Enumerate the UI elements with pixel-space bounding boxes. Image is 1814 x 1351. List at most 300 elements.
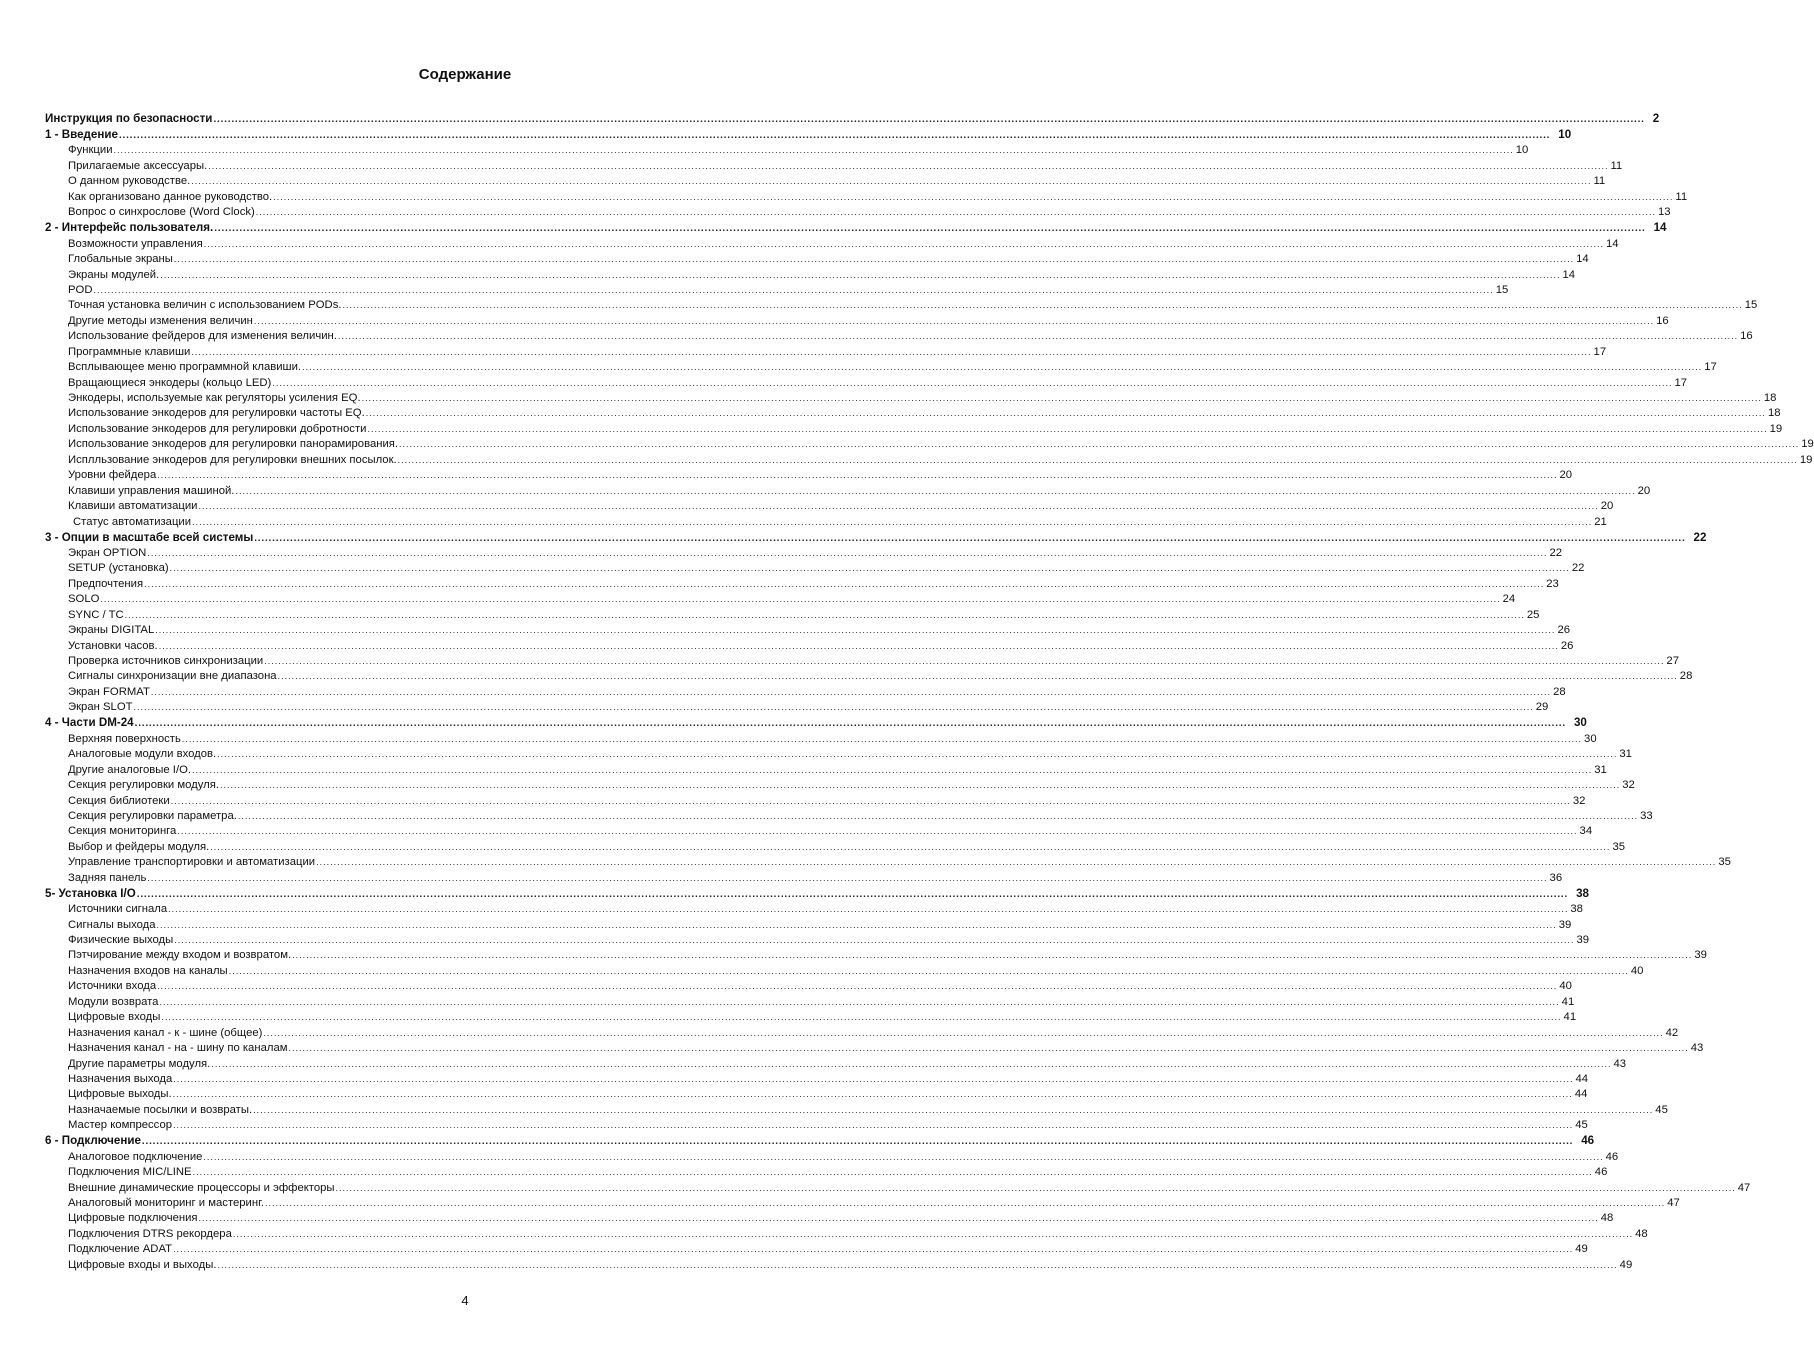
toc-entry-page: 10 <box>1558 128 1572 141</box>
toc-entry-label: Назначения канал - к - шине (общее) <box>68 1026 263 1039</box>
dot-leader: ................................................................................................................................................................................................................................................................................................................................................................................................................ <box>157 470 1558 481</box>
dot-leader: ................................................................................................................................................................................................................................................................................................................................................................................................................ <box>211 1058 1612 1069</box>
toc-entry[interactable] <box>68 622 1571 637</box>
toc-entry[interactable] <box>68 157 1623 172</box>
toc-entry-label: Сигналы синхронизации вне диапазона <box>68 670 277 683</box>
toc-entry-label: Инструкция по безопасности <box>45 112 213 125</box>
toc-entry-page: 39 <box>1558 918 1572 931</box>
toc-entry-label: Глобальные экраны <box>68 253 173 266</box>
dot-leader: ................................................................................................................................................................................................................................................................................................................................................................................................................ <box>155 625 1556 636</box>
toc-entry-label: Секция регулировки параметра. <box>68 809 237 822</box>
toc-entry[interactable] <box>68 606 1540 621</box>
toc-entry-label: Исплльзование энкодеров для регулировки внешних посылок. <box>68 453 397 466</box>
dot-leader: ................................................................................................................................................................................................................................................................................................................................................................................................................ <box>316 857 1717 868</box>
toc-entry-page: 36 <box>1549 871 1563 884</box>
dot-leader: ................................................................................................................................................................................................................................................................................................................................................................................................................ <box>136 888 1569 900</box>
toc-section-entry[interactable] <box>45 219 1667 235</box>
toc-entry-page: 30 <box>1573 716 1587 730</box>
toc-entry-page: 14 <box>1653 221 1667 235</box>
dot-leader: ................................................................................................................................................................................................................................................................................................................................................................................................................ <box>181 733 1583 744</box>
dot-leader: ................................................................................................................................................................................................................................................................................................................................................................................................................ <box>397 454 1798 465</box>
toc-entry[interactable] <box>68 1225 1648 1240</box>
dot-leader: ................................................................................................................................................................................................................................................................................................................................................................................................................ <box>210 841 1611 852</box>
toc-entry[interactable] <box>68 467 1573 482</box>
toc-entry-label: О данном руководстве. <box>68 175 191 188</box>
toc-entry-page: 18 <box>1763 392 1777 404</box>
toc-entry-page: 2 <box>1652 112 1660 125</box>
dot-leader: ................................................................................................................................................................................................................................................................................................................................................................................................................ <box>161 1012 1562 1023</box>
toc-entry-label: 2 - Интерфейс пользователя. <box>45 221 214 235</box>
toc-entry-label: POD <box>68 283 93 296</box>
toc-entry-label: Цифровые входы <box>68 1011 161 1024</box>
toc-entry-label: Проверка источников синхронизации <box>68 655 264 667</box>
toc-entry-page: 49 <box>1619 1258 1633 1271</box>
dot-leader: ................................................................................................................................................................................................................................................................................................................................................................................................................ <box>232 1228 1634 1239</box>
dot-leader: ................................................................................................................................................................................................................................................................................................................................................................................................................ <box>237 810 1639 821</box>
toc-entry-label: Цифровые выходы. <box>68 1088 172 1101</box>
toc-entry[interactable] <box>68 916 1572 931</box>
toc-entry-label: Вопрос о синхрослове (Word Clock) <box>68 206 255 219</box>
dot-leader: ................................................................................................................................................................................................................................................................................................................................................................................................................ <box>100 594 1501 605</box>
toc-entry-label: Использование энкодеров для регулировки панорамирования. <box>68 438 399 451</box>
toc-entry-page: 25 <box>1526 608 1540 621</box>
dot-leader: ................................................................................................................................................................................................................................................................................................................................................................................................................ <box>173 254 1575 265</box>
dot-leader: ................................................................................................................................................................................................................................................................................................................................................................................................................ <box>168 904 1569 915</box>
toc-entry[interactable] <box>68 1024 1679 1039</box>
toc-entry-label: Использование энкодеров для регулировки частоты EQ. <box>68 407 365 420</box>
toc-entry-label: Задняя панель <box>68 871 147 884</box>
toc-entry-label: SOLO <box>68 593 100 606</box>
toc-section-entry[interactable] <box>45 110 1660 126</box>
toc-entry-label: Мастер компрессор <box>68 1119 173 1132</box>
toc-entry-page: 13 <box>1657 206 1671 219</box>
toc-entry-label: Назначения входов на каналы <box>68 964 228 977</box>
toc-entry-page: 40 <box>1630 964 1644 977</box>
dot-leader: ................................................................................................................................................................................................................................................................................................................................................................................................................ <box>159 996 1560 1007</box>
toc-entry-label: Экраны модулей. <box>68 268 160 281</box>
toc-entry-label: Секция регулировки модуля. <box>68 779 220 792</box>
toc-entry-label: Управление транспортировки и автоматизации <box>68 856 316 869</box>
toc-entry-page: 30 <box>1584 732 1597 745</box>
toc-entry[interactable] <box>68 1101 1668 1116</box>
toc-entry-label: Использование фейдеров для изменения величин. <box>68 330 337 343</box>
toc-entry-page: 44 <box>1574 1088 1588 1101</box>
toc-entry-page: 20 <box>1559 469 1573 482</box>
toc-entry-label: Физические выходы <box>68 934 174 946</box>
toc-entry[interactable] <box>68 436 1814 451</box>
toc-entry[interactable] <box>68 1241 1588 1256</box>
toc-entry-page: 20 <box>1637 484 1651 497</box>
dot-leader: ................................................................................................................................................................................................................................................................................................................................................................................................................ <box>255 207 1656 218</box>
dot-leader: ................................................................................................................................................................................................................................................................................................................................................................................................................ <box>228 965 1629 976</box>
toc-entry[interactable] <box>68 777 1635 792</box>
toc-entry-label: Подключение ADAT <box>68 1243 173 1256</box>
toc-entry-page: 19 <box>1801 438 1814 451</box>
dot-leader: ................................................................................................................................................................................................................................................................................................................................................................................................................ <box>235 485 1636 496</box>
toc-entry[interactable] <box>68 1210 1614 1225</box>
toc-entry-page: 14 <box>1562 268 1576 281</box>
toc-entry-page: 38 <box>1576 886 1589 900</box>
toc-entry-page: 10 <box>1515 144 1529 157</box>
toc-entry[interactable] <box>68 838 1626 853</box>
toc-entry[interactable] <box>68 343 1607 358</box>
toc-entry-label: Энкодеры, используемые как регуляторы усиления EQ. <box>68 392 361 404</box>
toc-entry-page: 31 <box>1594 763 1607 776</box>
toc-entry-page: 22 <box>1571 562 1585 575</box>
toc-entry[interactable] <box>68 1256 1633 1271</box>
toc-entry-label: Аналоговые модули входов. <box>68 748 217 761</box>
toc-entry-label: Предпочтения <box>68 577 144 590</box>
toc-entry[interactable] <box>68 575 1559 590</box>
toc-entry-label: Назначаемые посылки и возвраты. <box>68 1103 253 1116</box>
dot-leader: ................................................................................................................................................................................................................................................................................................................................................................................................................ <box>147 872 1548 883</box>
dot-leader: ................................................................................................................................................................................................................................................................................................................................................................................................................ <box>288 1043 1689 1054</box>
toc-entry[interactable] <box>68 978 1572 993</box>
toc-entry-page: 33 <box>1640 809 1653 822</box>
dot-leader: ................................................................................................................................................................................................................................................................................................................................................................................................................ <box>342 300 1743 311</box>
dot-leader: ................................................................................................................................................................................................................................................................................................................................................................................................................ <box>273 191 1674 202</box>
toc-entry-page: 22 <box>1549 546 1563 559</box>
dot-leader: ................................................................................................................................................................................................................................................................................................................................................................................................................ <box>169 563 1570 574</box>
toc-entry-label: Точная установка величин с использованием PODs. <box>68 299 342 312</box>
toc-entry-label: Возможности управления <box>68 237 203 250</box>
toc-entry-label: Функции <box>68 144 113 157</box>
dot-leader: ................................................................................................................................................................................................................................................................................................................................................................................................................ <box>337 331 1739 342</box>
toc-entry-page: 45 <box>1655 1103 1668 1116</box>
toc-entry[interactable] <box>68 637 1574 652</box>
toc-entry-label: 4 - Части DM-24 <box>45 716 134 730</box>
toc-entry-label: Пэтчирование между входом и возвратом. <box>68 949 292 962</box>
dot-leader: ................................................................................................................................................................................................................................................................................................................................................................................................................ <box>208 160 1609 171</box>
dot-leader: ................................................................................................................................................................................................................................................................................................................................................................................................................ <box>174 935 1575 945</box>
toc-entry[interactable] <box>68 730 1597 745</box>
toc-entry-page: 11 <box>1675 190 1688 203</box>
toc-entry-page: 20 <box>1600 500 1614 513</box>
dot-leader: ................................................................................................................................................................................................................................................................................................................................................................................................................ <box>192 1167 1593 1178</box>
dot-leader: ................................................................................................................................................................................................................................................................................................................................................................................................................ <box>134 718 1566 730</box>
toc-entry-page: 45 <box>1575 1119 1588 1132</box>
toc-entry[interactable] <box>68 901 1583 916</box>
toc-entry[interactable] <box>68 482 1651 497</box>
dot-leader: ................................................................................................................................................................................................................................................................................................................................................................................................................ <box>220 780 1621 791</box>
toc-entry-label: Цифровые подключения <box>68 1212 198 1225</box>
toc-entry[interactable] <box>68 947 1707 962</box>
dot-leader: ................................................................................................................................................................................................................................................................................................................................................................................................................ <box>150 686 1552 697</box>
toc-entry-page: 15 <box>1495 283 1509 296</box>
toc-entry[interactable] <box>68 746 1632 761</box>
toc-entry-page: 43 <box>1613 1057 1627 1070</box>
toc-entry-label: Программные клавиши <box>68 345 191 358</box>
toc-entry-page: 16 <box>1740 330 1753 343</box>
dot-leader: ................................................................................................................................................................................................................................................................................................................................................................................................................ <box>158 640 1559 651</box>
toc-entry[interactable] <box>68 1148 1619 1163</box>
toc-entry[interactable] <box>68 869 1563 884</box>
toc-entry-page: 32 <box>1572 794 1586 807</box>
toc-section-entry[interactable] <box>45 714 1587 730</box>
dot-leader: ................................................................................................................................................................................................................................................................................................................................................................................................................ <box>203 1151 1604 1162</box>
dot-leader: ................................................................................................................................................................................................................................................................................................................................................................................................................ <box>160 269 1561 280</box>
toc-entry-page: 14 <box>1605 237 1619 250</box>
toc-entry[interactable] <box>68 374 1688 389</box>
toc-entry-page: 35 <box>1718 856 1731 869</box>
toc-entry[interactable] <box>68 235 1619 250</box>
dot-leader: ................................................................................................................................................................................................................................................................................................................................................................................................................ <box>198 501 1599 512</box>
toc-entry-page: 18 <box>1767 407 1781 420</box>
toc-entry-label: Прилагаемые аксессуары. <box>68 159 208 172</box>
toc-section-entry[interactable] <box>45 529 1707 545</box>
dot-leader: ................................................................................................................................................................................................................................................................................................................................................................................................................ <box>213 114 1645 125</box>
toc-entry-page: 46 <box>1605 1150 1619 1163</box>
page-title: Содержание <box>418 66 512 83</box>
dot-leader: ................................................................................................................................................................................................................................................................................................................................................................................................................ <box>253 315 1655 326</box>
toc-entry-page: 48 <box>1600 1212 1614 1225</box>
toc-entry[interactable] <box>68 328 1753 343</box>
toc-entry-page: 28 <box>1553 685 1566 698</box>
dot-leader: ................................................................................................................................................................................................................................................................................................................................................................................................................ <box>203 238 1604 249</box>
toc-entry[interactable] <box>68 808 1653 823</box>
toc-entry-label: Модули возврата <box>68 995 159 1008</box>
dot-leader: ................................................................................................................................................................................................................................................................................................................................................................................................................ <box>277 671 1678 682</box>
toc-entry-page: 17 <box>1674 376 1688 389</box>
toc-entry-label: Источники сигнала <box>68 903 168 916</box>
toc-entry[interactable] <box>68 683 1566 698</box>
toc-entry-page: 14 <box>1576 253 1589 266</box>
toc-entry-page: 26 <box>1560 639 1574 652</box>
dot-leader: ................................................................................................................................................................................................................................................................................................................................................................................................................ <box>217 1259 1618 1270</box>
toc-entry-page: 26 <box>1557 624 1571 637</box>
toc-entry-page: 28 <box>1679 670 1693 683</box>
toc-entry[interactable] <box>68 1009 1577 1024</box>
toc-entry-label: SETUP (установка) <box>68 562 169 575</box>
dot-leader: ................................................................................................................................................................................................................................................................................................................................................................................................................ <box>192 764 1593 775</box>
toc-entry[interactable] <box>68 420 1783 435</box>
toc-entry-label: Всплывающее меню программной клавиши. <box>68 361 302 374</box>
toc-entry-page: 15 <box>1744 299 1758 312</box>
toc-entry-page: 44 <box>1575 1072 1589 1085</box>
toc-entry[interactable] <box>68 962 1644 977</box>
toc-entry-label: Секция библиотеки <box>68 794 170 807</box>
toc-entry-page: 40 <box>1559 980 1572 993</box>
toc-entry[interactable] <box>68 699 1549 714</box>
toc-entry-page: 46 <box>1581 1134 1595 1148</box>
toc-entry-page: 47 <box>1667 1197 1680 1209</box>
toc-entry-label: Аналоговый мониторинг и мастеринг. <box>68 1197 264 1209</box>
toc-entry[interactable] <box>68 405 1781 420</box>
dot-leader: ................................................................................................................................................................................................................................................................................................................................................................................................................ <box>198 1213 1599 1224</box>
toc-entry[interactable] <box>68 173 1606 188</box>
toc-entry-page: 38 <box>1570 903 1583 916</box>
toc-entry-label: Другие аналоговые I/O. <box>68 763 192 776</box>
toc-entry-label: Другие методы изменения величин <box>68 314 253 327</box>
dot-leader: ................................................................................................................................................................................................................................................................................................................................................................................................................ <box>292 950 1693 961</box>
toc-entry[interactable] <box>68 282 1509 297</box>
toc-entry[interactable] <box>68 498 1614 513</box>
toc-entry-page: 22 <box>1693 530 1707 544</box>
toc-entry-label: 6 - Подключение <box>45 1134 141 1148</box>
toc-entry-label: 3 - Опции в масштабе всей системы <box>45 530 254 544</box>
dot-leader: ................................................................................................................................................................................................................................................................................................................................................................................................................ <box>192 516 1593 527</box>
dot-leader: ................................................................................................................................................................................................................................................................................................................................................................................................................ <box>254 532 1686 544</box>
toc-entry[interactable] <box>68 1071 1589 1086</box>
toc-entry[interactable] <box>68 251 1589 266</box>
toc-entry[interactable] <box>68 560 1585 575</box>
toc-entry-label: Клавиши автоматизации <box>68 500 198 513</box>
toc-entry[interactable] <box>68 390 1777 405</box>
toc-entry-page: 49 <box>1575 1243 1588 1256</box>
toc-entry-label: Экраны DIGITAL <box>68 624 155 637</box>
toc-entry-label: Цифровые входы и выходы. <box>68 1258 217 1271</box>
dot-leader: ................................................................................................................................................................................................................................................................................................................................................................................................................ <box>253 1104 1654 1115</box>
dot-leader: ................................................................................................................................................................................................................................................................................................................................................................................................................ <box>335 1182 1736 1193</box>
toc-entry-page: 41 <box>1563 1011 1577 1024</box>
dot-leader: ................................................................................................................................................................................................................................................................................................................................................................................................................ <box>265 1198 1666 1208</box>
toc-entry[interactable] <box>68 653 1679 668</box>
toc-entry[interactable] <box>68 792 1586 807</box>
toc-entry-page: 21 <box>1594 515 1607 528</box>
dot-leader: ................................................................................................................................................................................................................................................................................................................................................................................................................ <box>156 919 1557 930</box>
toc-entry-label: Источники входа <box>68 980 157 993</box>
toc-entry[interactable] <box>68 932 1590 947</box>
dot-leader: ................................................................................................................................................................................................................................................................................................................................................................................................................ <box>302 362 1703 373</box>
dot-leader: ................................................................................................................................................................................................................................................................................................................................................................................................................ <box>272 377 1673 388</box>
toc-section-entry[interactable] <box>45 126 1572 142</box>
toc-entry-page: 24 <box>1502 593 1516 606</box>
toc-entry-label: Вращающиеся энкодеры (кольцо LED) <box>68 376 272 389</box>
toc-entry[interactable] <box>68 545 1563 560</box>
toc-entry[interactable] <box>68 1164 1608 1179</box>
toc-entry-page: 11 <box>1610 159 1623 172</box>
toc-entry[interactable] <box>68 823 1593 838</box>
dot-leader: ................................................................................................................................................................................................................................................................................................................................................................................................................ <box>263 1027 1664 1038</box>
toc-entry-label: Как организовано данное руководство. <box>68 190 273 203</box>
dot-leader: ................................................................................................................................................................................................................................................................................................................................................................................................................ <box>172 1089 1573 1100</box>
toc-entry-page: 32 <box>1622 779 1635 792</box>
toc-entry-label: Верхняя поверхность <box>68 732 181 745</box>
dot-leader: ................................................................................................................................................................................................................................................................................................................................................................................................................ <box>177 826 1578 837</box>
dot-leader: ................................................................................................................................................................................................................................................................................................................................................................................................................ <box>144 578 1545 589</box>
toc-entry[interactable] <box>68 993 1575 1008</box>
dot-leader: ................................................................................................................................................................................................................................................................................................................................................................................................................ <box>264 656 1665 666</box>
toc-entry-page: 42 <box>1665 1026 1679 1039</box>
toc-entry-page: 11 <box>1593 175 1606 188</box>
dot-leader: ................................................................................................................................................................................................................................................................................................................................................................................................................ <box>124 609 1525 620</box>
dot-leader: ................................................................................................................................................................................................................................................................................................................................................................................................................ <box>214 223 1646 235</box>
toc-entry-label: Назначения канал - на - шину по каналам <box>68 1042 288 1055</box>
toc-entry[interactable] <box>68 297 1758 312</box>
dot-leader: ................................................................................................................................................................................................................................................................................................................................................................................................................ <box>173 1120 1574 1131</box>
dot-leader: ................................................................................................................................................................................................................................................................................................................................................................................................................ <box>365 408 1766 419</box>
toc-entry[interactable] <box>68 668 1693 683</box>
toc-section-entry[interactable] <box>45 1132 1595 1148</box>
toc-entry-label: Аналоговое подключение <box>68 1150 203 1163</box>
toc-entry-label: Сигналы выхода <box>68 918 156 931</box>
dot-leader: ................................................................................................................................................................................................................................................................................................................................................................................................................ <box>367 423 1768 434</box>
dot-leader: ................................................................................................................................................................................................................................................................................................................................................................................................................ <box>93 284 1494 295</box>
toc-entry[interactable] <box>68 1117 1588 1132</box>
toc-entry-page: 17 <box>1704 361 1717 374</box>
dot-leader: ................................................................................................................................................................................................................................................................................................................................................................................................................ <box>113 145 1514 156</box>
toc-entry-page: 47 <box>1737 1181 1751 1194</box>
toc-entry-label: 1 - Введение <box>45 128 118 141</box>
toc-entry-page: 17 <box>1593 345 1607 358</box>
toc-entry-label: Статус автоматизации <box>73 515 192 528</box>
dot-leader: ................................................................................................................................................................................................................................................................................................................................................................................................................ <box>173 1073 1574 1084</box>
toc-entry-label: 5- Установка I/O <box>45 886 136 900</box>
toc-entry[interactable] <box>68 1086 1588 1101</box>
toc-entry[interactable] <box>68 591 1516 606</box>
toc-entry-page: 19 <box>1799 453 1813 466</box>
toc-entry-label: Выбор и фейдеры модуля. <box>68 840 210 853</box>
toc-entry[interactable] <box>68 312 1669 327</box>
toc-entry[interactable] <box>68 266 1576 281</box>
toc-entry-page: 43 <box>1690 1042 1704 1055</box>
table-of-contents <box>45 110 1814 1272</box>
dot-leader: ................................................................................................................................................................................................................................................................................................................................................................................................................ <box>141 1136 1574 1148</box>
toc-entry-page: 19 <box>1769 422 1783 435</box>
toc-entry-label: Назначения выхода <box>68 1072 173 1085</box>
toc-entry[interactable] <box>68 204 1671 219</box>
toc-entry-label: Уровни фейдера <box>68 469 157 482</box>
page-number: 4 <box>461 1293 469 1308</box>
toc-entry-page: 39 <box>1576 934 1590 946</box>
toc-entry-label: Использование энкодеров для регулировки добротности <box>68 422 367 435</box>
dot-leader: ................................................................................................................................................................................................................................................................................................................................................................................................................ <box>147 547 1548 558</box>
toc-entry-label: SYNC / TC <box>68 608 124 621</box>
toc-entry-page: 23 <box>1546 577 1559 590</box>
dot-leader: ................................................................................................................................................................................................................................................................................................................................................................................................................ <box>133 702 1534 713</box>
toc-entry-label: Установки часов. <box>68 639 158 652</box>
toc-entry-label: Подключения MIC/LINE <box>68 1166 192 1179</box>
toc-entry-page: 46 <box>1594 1166 1608 1179</box>
toc-entry-label: Клавиши управления машиной. <box>68 484 235 497</box>
toc-entry-page: 35 <box>1612 840 1626 853</box>
toc-entry-page: 48 <box>1635 1227 1648 1240</box>
toc-entry-page: 16 <box>1656 314 1669 327</box>
toc-entry[interactable] <box>68 451 1813 466</box>
toc-entry[interactable] <box>68 761 1607 776</box>
toc-entry-page: 34 <box>1579 825 1593 838</box>
toc-entry-label: Экран OPTION <box>68 546 147 559</box>
toc-entry[interactable] <box>68 854 1731 869</box>
dot-leader: ................................................................................................................................................................................................................................................................................................................................................................................................................ <box>191 176 1592 187</box>
toc-entry-label: Другие параметры модуля. <box>68 1057 211 1070</box>
toc-section-entry[interactable] <box>45 885 1589 901</box>
toc-entry-label: Секция мониторинга <box>68 825 177 838</box>
toc-entry-page: 31 <box>1619 748 1632 761</box>
toc-entry-page: 27 <box>1666 655 1679 667</box>
dot-leader: ................................................................................................................................................................................................................................................................................................................................................................................................................ <box>191 346 1592 357</box>
toc-entry-page: 41 <box>1561 995 1575 1008</box>
toc-entry[interactable] <box>68 188 1688 203</box>
toc-entry-page: 39 <box>1694 949 1707 962</box>
dot-leader: ................................................................................................................................................................................................................................................................................................................................................................................................................ <box>157 981 1558 992</box>
dot-leader: ................................................................................................................................................................................................................................................................................................................................................................................................................ <box>361 393 1762 403</box>
dot-leader: ................................................................................................................................................................................................................................................................................................................................................................................................................ <box>170 795 1571 806</box>
toc-entry[interactable] <box>68 1179 1751 1194</box>
toc-entry-label: Подключения DTRS рекордера <box>68 1227 232 1240</box>
toc-entry[interactable] <box>68 142 1529 157</box>
toc-entry[interactable] <box>68 1055 1627 1070</box>
dot-leader: ................................................................................................................................................................................................................................................................................................................................................................................................................ <box>173 1244 1574 1255</box>
toc-entry[interactable] <box>68 359 1717 374</box>
toc-entry[interactable] <box>68 1040 1704 1055</box>
toc-entry[interactable] <box>68 1195 1680 1210</box>
toc-entry-label: Внешние динамические процессоры и эффекторы <box>68 1181 335 1194</box>
dot-leader: ................................................................................................................................................................................................................................................................................................................................................................................................................ <box>399 439 1800 450</box>
toc-entry-label: Экран SLOT <box>68 701 133 714</box>
toc-entry[interactable] <box>73 513 1607 528</box>
toc-entry-label: Экран FORMAT <box>68 685 150 698</box>
